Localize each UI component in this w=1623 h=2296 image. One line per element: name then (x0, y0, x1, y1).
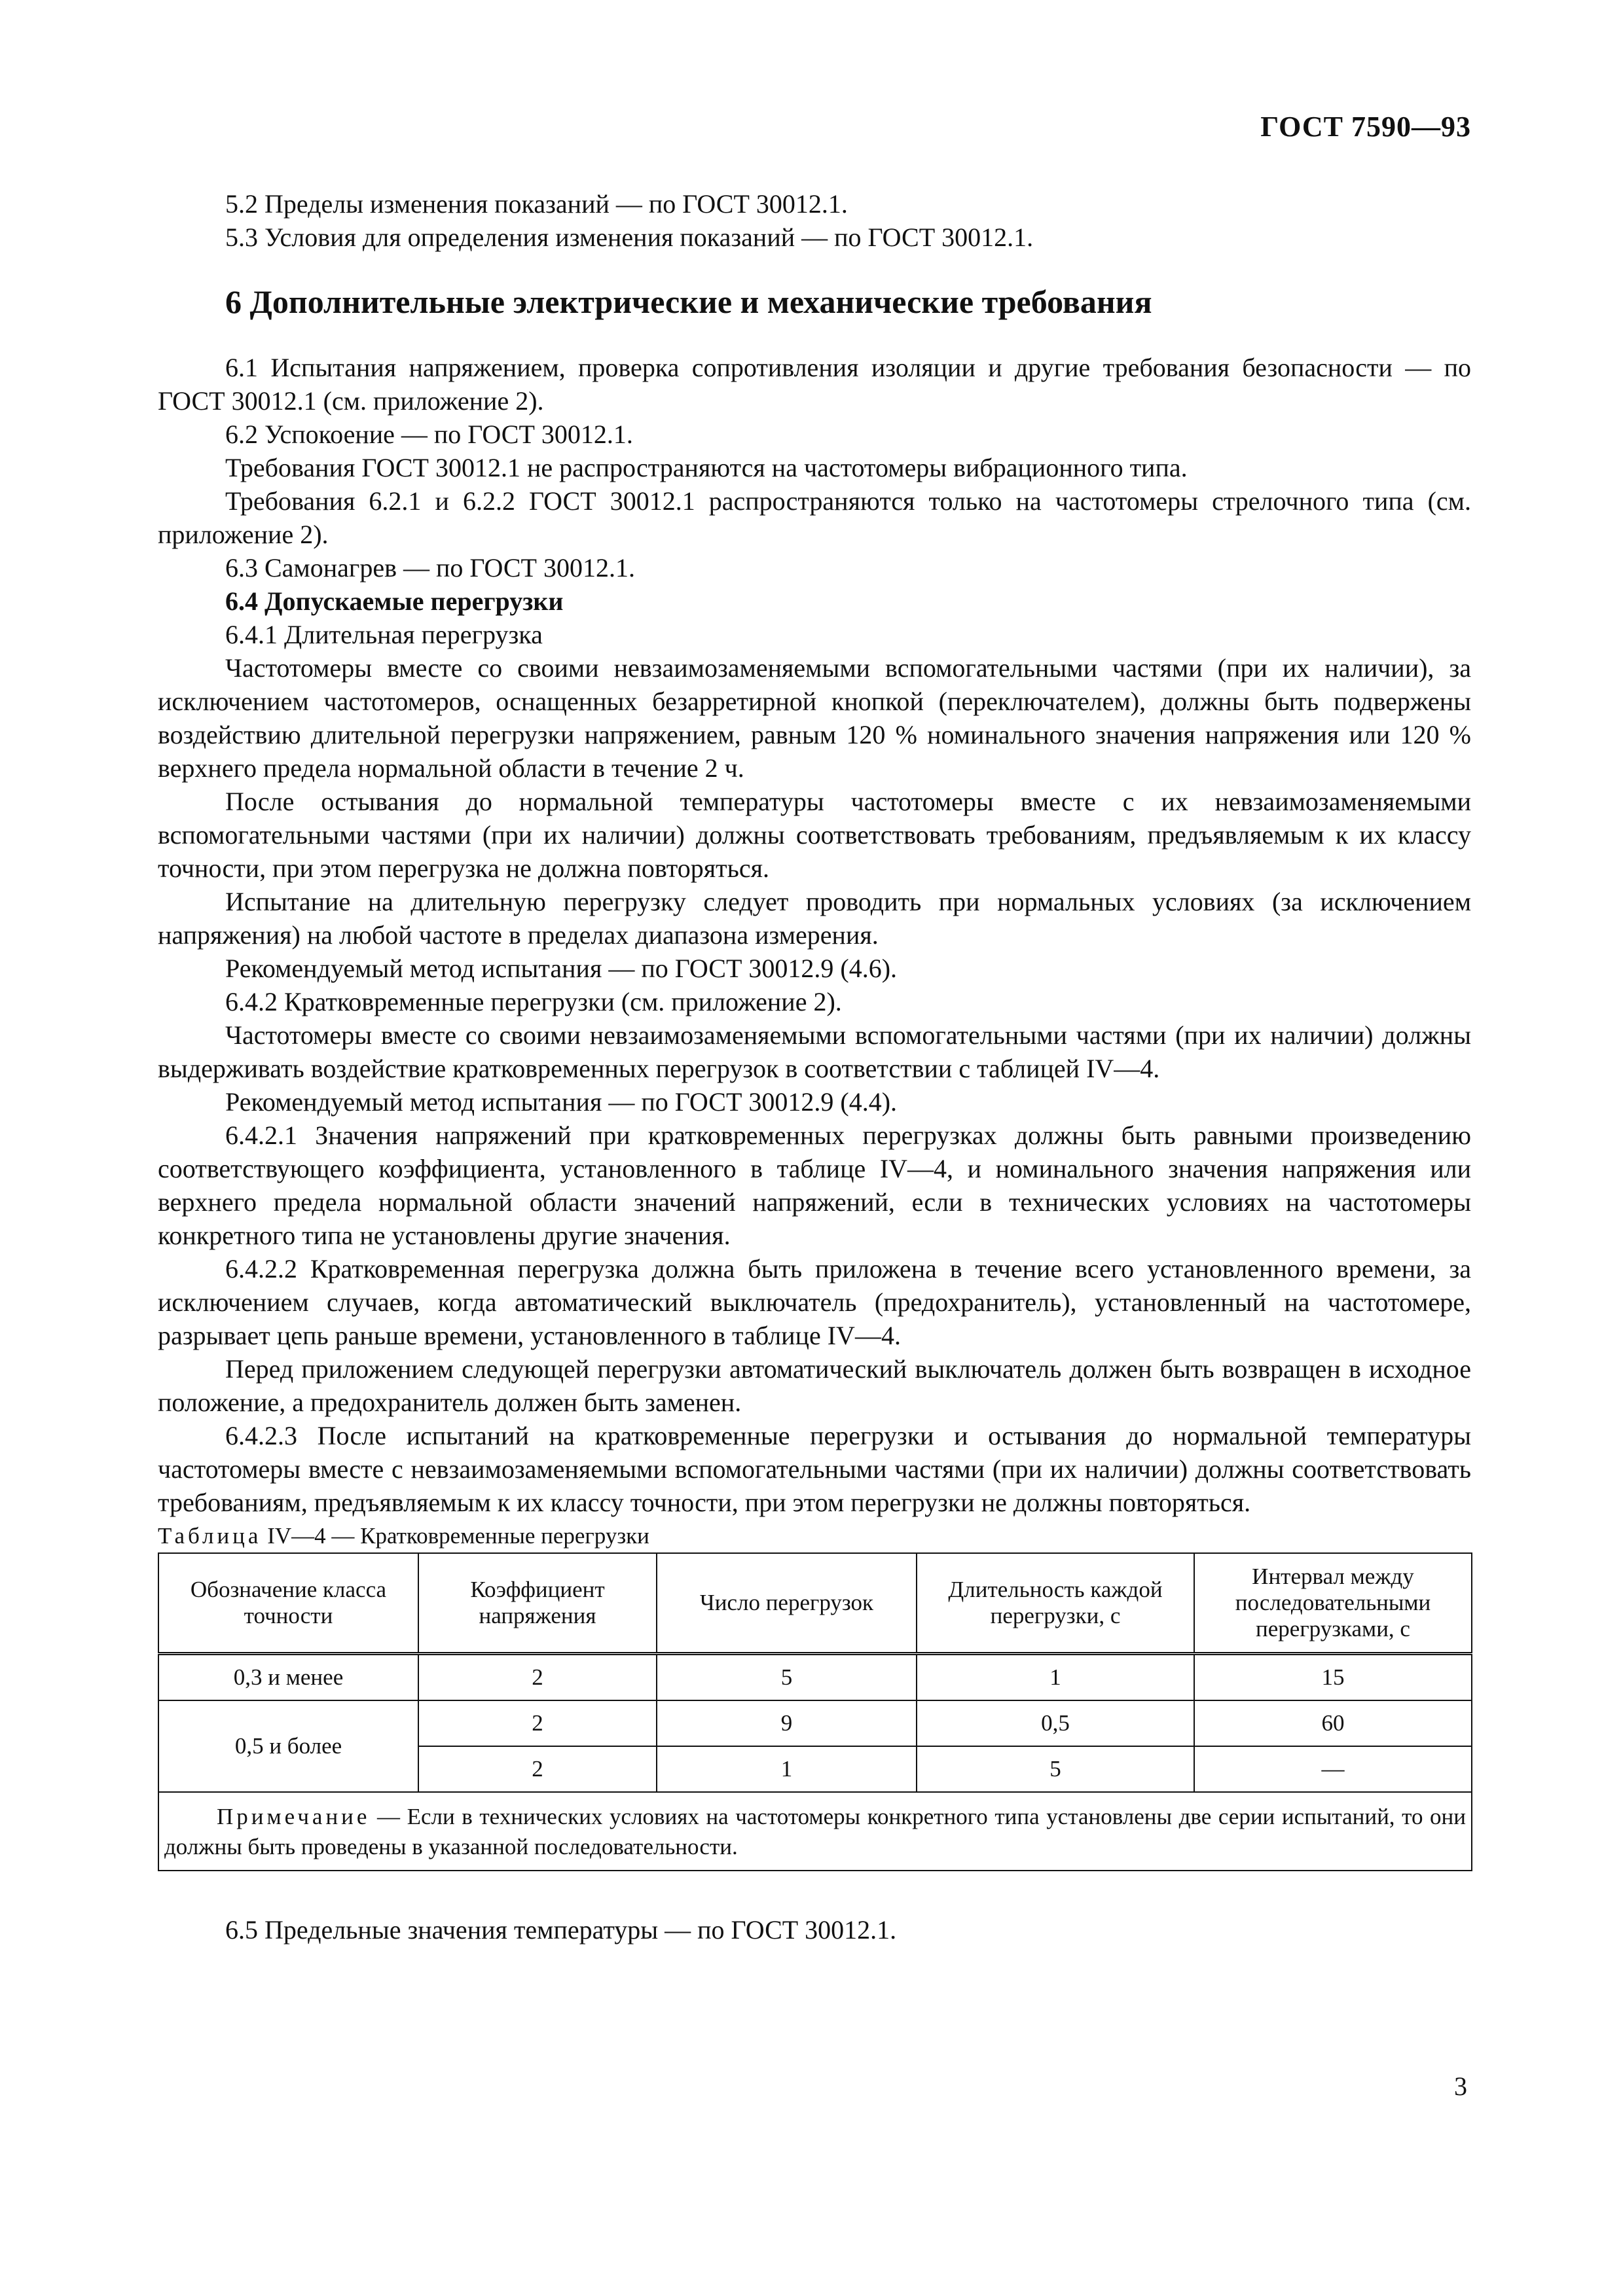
paragraph-6-4-2-1: 6.4.2.1 Значения напряжений при кратковременных перегрузках должны быть равными произведению соответствующего коэффициента, установленного в таблице IV—4, и номинального значения напряжения или верхнего предела нормальной области значений напряжений, если в технических условиях на частотомеры конкретного типа не установлены другие значения. (158, 1121, 1471, 1250)
document-code-header: ГОСТ 7590—93 (1260, 111, 1471, 143)
header-overload-count: Число перегрузок (657, 1553, 917, 1654)
table-cell: 2 (418, 1746, 657, 1792)
paragraph-6-4-2-3: 6.4.2.3 После испытаний на кратковременные перегрузки и остывания до нормальной температуры частотомеры вместе с невзаимозаменяемыми вспомогательными частями (при их наличии) должны соответствовать требованиям, предъявляемым к их классу точности, при этом перегрузки не должны повторяться. (158, 1421, 1471, 1517)
table-row (158, 1700, 1472, 1746)
table-cell: 5 (657, 1654, 917, 1701)
table-cell: 60 (1194, 1700, 1472, 1746)
overload-table (158, 1552, 1472, 1871)
table-cell: 5 (917, 1746, 1194, 1792)
table-header-row (158, 1553, 1472, 1654)
table-cell: 2 (418, 1654, 657, 1701)
table-cell: 1 (917, 1654, 1194, 1701)
table-cell: 0,5 (917, 1700, 1194, 1746)
table-note-row (158, 1792, 1472, 1871)
paragraph-6-4-1: 6.4.1 Длительная перегрузка (225, 620, 543, 649)
table-cell: 15 (1194, 1654, 1472, 1701)
header-accuracy-class: Обозначение класса точности (158, 1553, 418, 1654)
paragraph-5-2: 5.2 Пределы изменения показаний — по ГОСТ 30012.1. (225, 189, 848, 219)
page-number: 3 (1454, 2072, 1467, 2101)
table-cell: — (1194, 1746, 1472, 1792)
paragraph-6-4-2-2: 6.4.2.2 Кратковременная перегрузка должна быть приложена в течение всего установленного времени, за исключением случаев, когда автоматический выключатель (предохранитель), установленный на частотомере, разрывает цепь раньше времени, установленного в таблице IV—4. (158, 1254, 1471, 1350)
header-overload-interval: Интервал между последовательными перегрузками, с (1194, 1553, 1472, 1654)
paragraph-6-4-heading: 6.4 Допускаемые перегрузки (225, 586, 564, 616)
header-voltage-coefficient: Коэффициент напряжения (418, 1553, 657, 1654)
paragraph-6-4-2: 6.4.2 Кратковременные перегрузки (см. приложение 2). (225, 987, 842, 1016)
table-note (158, 1792, 1472, 1871)
paragraph-6-4-2-a: Частотомеры вместе со своими невзаимозаменяемыми вспомогательными частями (при их наличии) должны выдерживать воздействие кратковременных перегрузок в соответствии с таблицей IV—4. (158, 1020, 1471, 1083)
paragraph-6-2-a: Требования ГОСТ 30012.1 не распространяются на частотомеры вибрационного типа. (225, 453, 1188, 482)
paragraph-6-2-b: Требования 6.2.1 и 6.2.2 ГОСТ 30012.1 распространяются только на частотомеры стрелочного типа (см. приложение 2). (158, 486, 1471, 549)
table-caption-text: IV—4 — Кратковременные перегрузки (261, 1523, 649, 1549)
table-caption-label: Таблица (158, 1523, 262, 1549)
paragraph-6-4-1-b: После остывания до нормальной температуры частотомеры вместе с их невзаимозаменяемыми вспомогательными частями (при их наличии) должны соответствовать требованиям, предъявляемым к их классу точности, при этом перегрузка не должна повторяться. (158, 787, 1471, 883)
paragraph-6-2: 6.2 Успокоение — по ГОСТ 30012.1. (225, 420, 633, 449)
table-row (158, 1654, 1472, 1701)
document-body (158, 187, 1471, 1946)
paragraph-6-1: 6.1 Испытания напряжением, проверка сопротивления изоляции и другие требования безопасности — по ГОСТ 30012.1 (см. приложение 2). (158, 353, 1471, 416)
table-note-text: — Если в технических условиях на частотомеры конкретного типа установлены две серии испытаний, то они должны быть проведены в указанной последовательности. (164, 1804, 1466, 1859)
table-cell: 2 (418, 1700, 657, 1746)
table-cell: 1 (657, 1746, 917, 1792)
paragraph-6-4-1-d: Рекомендуемый метод испытания — по ГОСТ 30012.9 (4.6). (225, 954, 898, 983)
header-overload-duration: Длительность каждой перегрузки, с (917, 1553, 1194, 1654)
paragraph-6-5: 6.5 Предельные значения температуры — по ГОСТ 30012.1. (225, 1915, 897, 1945)
table-cell: 0,5 и более (158, 1700, 418, 1792)
section-6-heading: 6 Дополнительные электрические и механические требования (225, 283, 1152, 320)
table-cell: 9 (657, 1700, 917, 1746)
paragraph-6-4-1-a: Частотомеры вместе со своими невзаимозаменяемыми вспомогательными частями (при их наличии), за исключением частотомеров, оснащенных безарретирной кнопкой (переключателем), должны быть подвержены воздействию длительной перегрузки напряжением, равным 120 % номинального значения напряжения или 120 % верхнего предела нормальной области в течение 2 ч. (158, 653, 1471, 783)
table-note-label: Примечание (217, 1804, 371, 1829)
paragraph-6-4-2-2-a: Перед приложением следующей перегрузки автоматический выключатель должен быть возвращен в исходное положение, а предохранитель должен быть заменен. (158, 1354, 1471, 1417)
table-caption (158, 1519, 1471, 1552)
paragraph-5-3: 5.3 Условия для определения изменения показаний — по ГОСТ 30012.1. (225, 223, 1034, 252)
paragraph-6-3: 6.3 Самонагрев — по ГОСТ 30012.1. (225, 553, 635, 583)
table-cell: 0,3 и менее (158, 1654, 418, 1701)
paragraph-6-4-2-b: Рекомендуемый метод испытания — по ГОСТ 30012.9 (4.4). (225, 1087, 898, 1117)
paragraph-6-4-1-c: Испытание на длительную перегрузку следует проводить при нормальных условиях (за исключением напряжения) на любой частоте в пределах диапазона измерения. (158, 887, 1471, 950)
